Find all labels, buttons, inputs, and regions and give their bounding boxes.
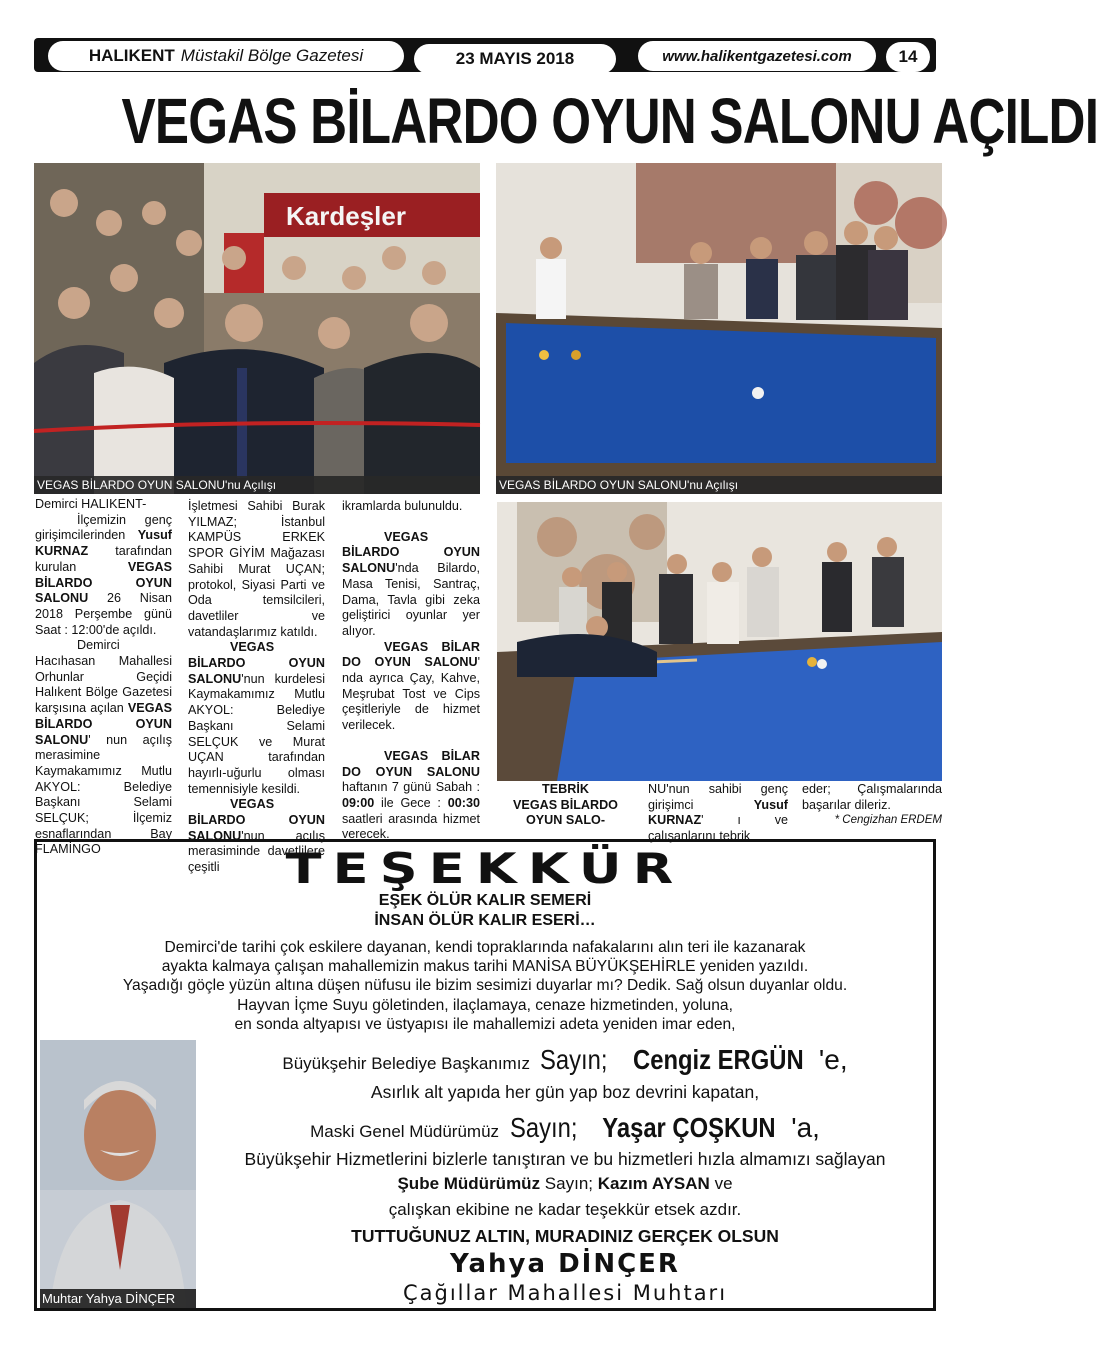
article-paragraph bbox=[35, 513, 172, 639]
maski-title: Maski Genel Müdürümüz bbox=[310, 1122, 500, 1141]
venue-name: VEGAS BİLARDO OYUN SALONU bbox=[188, 640, 325, 686]
article-text: NU'nun sahibi genç girişimci bbox=[648, 782, 788, 812]
ribbon-cutting-photo bbox=[34, 163, 480, 494]
thanks-line: çalışkan ekibine ne kadar teşekkür etsek azdır. bbox=[388, 1200, 742, 1219]
founder-name: Yusuf KURNAZ bbox=[35, 528, 172, 559]
thanks-line: ayakta kalmaya çalışan mahallemizin makus tarihi MANİSA BÜYÜKŞEHİRLE yeniden yazıldı. bbox=[161, 958, 809, 976]
mayor-honorific: Sayın; bbox=[540, 1044, 608, 1075]
thanks-line: Yaşadığı göçle yüzün altına düşen nüfusu ile bizim sesimizi duyarlar mı? Dedik. Sağ olsun duyanlar oldu. bbox=[122, 977, 848, 995]
opening-time: 09:00 bbox=[342, 795, 375, 810]
article-headline: VEGAS BİLARDO OYUN SALONU AÇILDI bbox=[121, 85, 1098, 157]
article-paragraph: ikramlarda bulunuldu. bbox=[342, 499, 463, 513]
billiard-hall-photo bbox=[496, 163, 942, 494]
sube-suffix: ve bbox=[709, 1174, 733, 1193]
ribbon-photo-caption: VEGAS BİLARDO OYUN SALONU'nu Açılışı bbox=[34, 476, 480, 494]
playing-billiards-photo bbox=[497, 502, 942, 781]
maski-line bbox=[200, 1110, 930, 1146]
sube-name: Kazım AYSAN bbox=[597, 1174, 710, 1193]
paper-name-pill bbox=[48, 41, 404, 71]
signer-name: Yahya DİNÇER bbox=[450, 1249, 680, 1279]
venue-name: VEGAS BİLAR DO OYUN SALONU bbox=[342, 639, 480, 670]
mayor-title: Büyükşehir Belediye Başkanımız bbox=[282, 1054, 530, 1073]
article-text: ' nda ayrıca Çay, Kahve, Meşrubat Tost ve Cips çeşitleriyle de hizmet verilecek. bbox=[342, 655, 480, 733]
venue-name: VEGAS BİLAR DO OYUN SALONU bbox=[342, 748, 480, 779]
article-paragraph bbox=[342, 640, 480, 734]
article-column-6 bbox=[802, 782, 942, 829]
article-text: 'nda Bilardo, Masa Tenisi, Santraç, Dama, Tavla gibi zeka geliştirici oyunlar yer alıyor. bbox=[342, 561, 480, 638]
thanks-wish: TUTTUĞUNUZ ALTIN, MURADINIZ GERÇEK OLSUN bbox=[351, 1226, 779, 1246]
sube-honorific: Sayın; bbox=[540, 1174, 598, 1193]
article-text: haftanın 7 günü Sabah : bbox=[342, 780, 480, 795]
article-text: saatleri arasında hizmet verecek. bbox=[342, 811, 480, 842]
article-text: Demirci Hacıhasan Mahallesi Orhunlar Geçidi Halıkent Bölge Gazetesi karşısına açılan bbox=[35, 638, 172, 716]
article-paragraph bbox=[188, 640, 325, 797]
article-column-4 bbox=[497, 782, 634, 829]
shop-sign-text: Kardeşler bbox=[286, 201, 406, 231]
thanks-line: Hayvan İçme Suyu göletinden, ilaçlamaya, cenaze hizmetinden, yoluna, bbox=[237, 996, 733, 1014]
muhtar-portrait bbox=[40, 1040, 196, 1308]
signer-title: Çağıllar Mahallesi Muhtarı bbox=[402, 1281, 728, 1305]
closing-time: 00:30 bbox=[447, 795, 480, 810]
page-number: 14 bbox=[886, 42, 930, 72]
proverb-block bbox=[34, 891, 936, 931]
article-column-2 bbox=[188, 499, 325, 876]
venue-name: VEGAS BİLARDO OYUN SALONU bbox=[35, 559, 172, 606]
maski-name: Yaşar ÇOŞKUN bbox=[602, 1112, 776, 1143]
thanks-line: en sonda altyapısı ve üstyapısı ile mahallemizi adeta yeniden imar eden, bbox=[234, 1015, 736, 1033]
mayor-name: Cengiz ERGÜN bbox=[633, 1044, 804, 1075]
sube-title: Şube Müdürümüz bbox=[397, 1174, 541, 1193]
maski-suffix: 'a, bbox=[791, 1112, 820, 1143]
article-text: 26 Nisan 2018 Perşembe günü Saat : 12:00'de açıldı. bbox=[35, 591, 172, 637]
venue-name: VEGAS BİLARDO OYUN SALONU bbox=[188, 797, 325, 843]
article-paragraph bbox=[342, 749, 480, 843]
website-link[interactable]: www.halikentgazetesi.com bbox=[638, 41, 876, 71]
thanks-paragraph bbox=[34, 938, 936, 1034]
congrats-heading: TEBRİK bbox=[542, 782, 589, 796]
thanks-line: Büyükşehir Hizmetlerini bizlerle tanıştıran ve bu hizmetleri hızla almamızı sağlayan bbox=[244, 1149, 886, 1169]
article-paragraph bbox=[35, 638, 172, 858]
article-paragraph: eder; Çalışmalarında başarılar dileriz. bbox=[802, 782, 942, 812]
article-text: tarafından kurulan bbox=[35, 544, 172, 574]
venue-name: VEGAS BİLARDO OYUN SALO- bbox=[513, 797, 618, 828]
article-text: ile Gece : bbox=[374, 795, 448, 810]
article-text: ' ı ve çalışanlarını tebrik bbox=[648, 813, 788, 844]
article-column-5 bbox=[648, 782, 788, 845]
paper-tagline: Müstakil Bölge Gazetesi bbox=[180, 46, 364, 65]
article-paragraph: İşletmesi Sahibi Burak YILMAZ; İstanbul KAMPÜS ERKEK SPOR GİYİM Mağazası Sahibi Murat UÇAN; protokol, Siyasi Parti ve Oda temsilcileri, davetliler ve vatandaşlarımız katıldı. bbox=[188, 499, 325, 639]
article-dateline: Demirci HALIKENT- bbox=[35, 497, 147, 511]
article-paragraph bbox=[648, 782, 788, 845]
mayor-suffix: 'e, bbox=[818, 1044, 848, 1075]
maski-honorific: Sayın; bbox=[509, 1112, 577, 1143]
sube-line bbox=[200, 1172, 930, 1196]
article-text: 'nun kurdelesi Kaymakamımız Mutlu AKYOL: Belediye Başkanı Selami SELÇUK ve Murat UÇAN tarafından hayırlı-uğurlu olması temennisiyle kesildi. bbox=[188, 671, 325, 796]
article-text: ' nun açılış merasimine Kaymakamımız Mutlu AKYOL: Belediye Başkanı Selami SELÇUK; İlçemiz esnaflarından Bay FLAMİNGO bbox=[35, 732, 172, 857]
article-paragraph bbox=[342, 530, 480, 640]
article-byline: * Cengizhan ERDEM bbox=[834, 814, 942, 827]
proverb-line: EŞEK ÖLÜR KALIR SEMERİ bbox=[378, 892, 592, 909]
thanks-line: Asırlık alt yapıda her gün yap boz devrini kapatan, bbox=[370, 1082, 760, 1102]
venue-name: VEGAS BİLARDO OYUN SALONU bbox=[342, 529, 480, 576]
muhtar-photo-caption: Muhtar Yahya DİNÇER bbox=[40, 1289, 196, 1308]
mayor-line bbox=[200, 1042, 930, 1078]
article-column-3 bbox=[342, 499, 480, 843]
proverb-line: İNSAN ÖLÜR KALIR ESERİ… bbox=[374, 912, 596, 929]
venue-name: VEGAS BİLARDO OYUN SALONU bbox=[35, 701, 172, 747]
thanks-title: TEŞEKKÜR bbox=[285, 844, 685, 893]
thanks-line: Demirci'de tarihi çok eskilere dayanan, kendi topraklarında nafakalarını alın teri ile kazanarak bbox=[164, 939, 806, 956]
article-text: İlçemizin genç girişimcilerinden bbox=[35, 512, 172, 543]
billiard-photo-caption: VEGAS BİLARDO OYUN SALONU'nu Açılışı bbox=[496, 476, 942, 494]
article-column-1 bbox=[35, 497, 172, 858]
article-text: 'nun acılış merasiminde davetlilere çeşitli bbox=[188, 828, 325, 875]
issue-date: 23 MAYIS 2018 bbox=[414, 44, 616, 74]
founder-name: Yusuf KURNAZ bbox=[648, 797, 788, 828]
paper-name: HALIKENT bbox=[88, 46, 175, 65]
